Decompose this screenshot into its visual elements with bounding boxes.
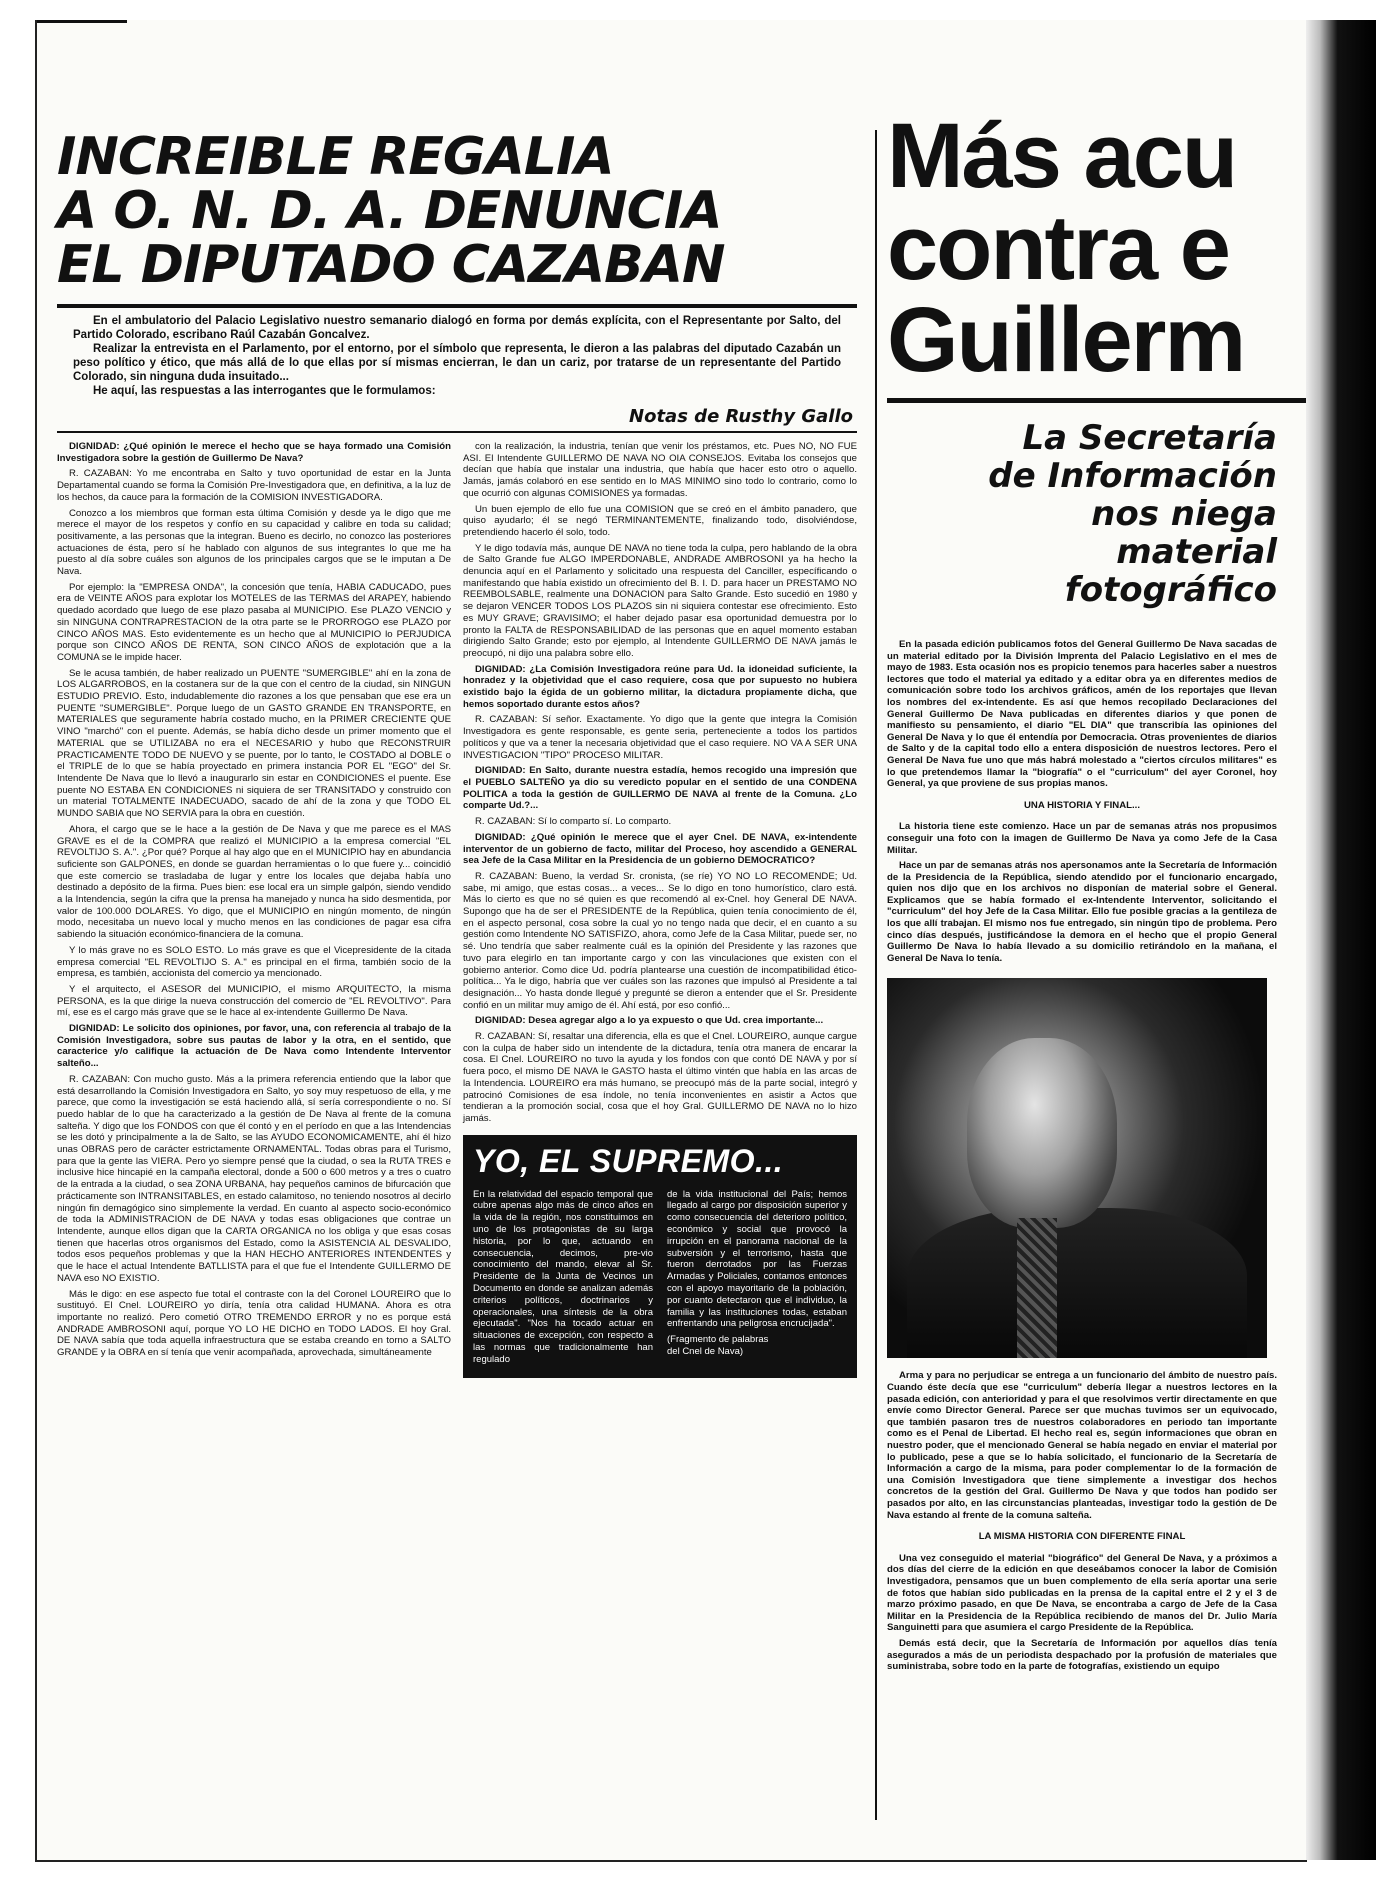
big-title-line: Más acu	[887, 110, 1237, 207]
subhead-line: material	[1116, 532, 1277, 572]
right-text-lower	[887, 1370, 1307, 1672]
headline-line: A O. N. D. A. DENUNCIA	[57, 181, 722, 241]
right-paragraph: Hace un par de semanas atrás nos apersonamos ante la Secretaría de Información de la Presidencia de la República, siendo atendido por el funcionario encargado, quien nos dijo que en los archivos no disponían de material sobre el General. Explicamos que se había formado el ex-Intendente Interventor, solicitando el "curriculum" del hoy Jefe de la Casa Militar. Ello fue posible gracias a la gentileza de los que allí trabajan. El mismo nos fue entregado, sin ningún tipo de problema. Pero cinco días después, justificándose la demora en el hecho que el propio General Guillermo De Nava lo había llevado a su domicilio retirándolo en la mañana, el General De Nava lo tenía.	[887, 860, 1277, 964]
interview-answer: R. CAZABAN: Sí señor. Exactamente. Yo digo que la gente que integra la Comisión Investigadora es gente responsable, es gente seria, perteneciente a todos los partidos políticos y que va a tener la necesaria objetividad que el caso requiere. NO VA A SER UNA INVESTIGACION "TIPO" PROCESO MILITAR.	[463, 714, 857, 761]
article-column-1	[57, 441, 451, 1378]
general-photo	[887, 978, 1267, 1358]
intro-paragraph: He aquí, las respuestas a las interrogantes que le formulamos:	[93, 385, 436, 397]
interview-answer: Un buen ejemplo de ello fue una COMISION que se creó en el ámbito panadero, que quiso ayudarlo; él se negó TERMINANTEMENTE, finalizando todo, disolviéndose, pretendiendo hacerlo él solo, todo.	[463, 503, 857, 538]
right-article	[887, 110, 1307, 1677]
divider	[887, 398, 1307, 403]
section-heading: UNA HISTORIA Y FINAL...	[1023, 799, 1141, 811]
scan-edge	[1306, 20, 1376, 1860]
interview-answer: Y le digo todavía más, aunque DE NAVA no tiene toda la culpa, pero hablando de la obra de Salto Grande fue ALGO IMPERDONABLE, ANDRADE AMBROSONI ya ha hecho la denuncia aquí en el Parlamento y solicitado una respuesta del Canciller, específicando o manifestando que había existido un ofrecimiento del B. I. D. para hacer un PRESTAMO NO REEMBOLSABLE, realmente una DONACION para Salto Grande. Esto sucedió en 1980 y se dejaron VENCER TODOS LOS PLAZOS sin ni siquiera contestar ese ofrecimiento. Esto es MUY GRAVE; GRAVISIMO; el haber dejado pasar esa oportunidad demuestra por lo pronto la FALTA de RESPONSABILIDAD de las personas que en aquel momento estaban dirigiendo Salto Grande; esto por ejemplo, al Intendente GUILLERMO DE NAVA jamás le preocupó, ni dijo una palabra sobre ello.	[463, 542, 857, 659]
interview-question: DIGNIDAD: ¿Qué opinión le merece el hecho que se haya formado una Comisión Investigadora sobre la gestión de Guillermo De Nava?	[57, 441, 451, 464]
headline	[57, 127, 857, 295]
article-column-2	[463, 441, 857, 1378]
interview-answer: Y lo más grave no es SOLO ESTO. Lo más grave es que el Vicepresidente de la citada empresa comercial "EL REVOLTIJO S. A." es principal en el firma, también socio de la empresa, es también, accionista del comercio ya mencionado.	[57, 944, 451, 980]
box-signature	[667, 1334, 847, 1358]
column-rule	[875, 130, 877, 1820]
box-title: YO, EL SUPREMO...	[473, 1142, 784, 1179]
signature-line: del Cnel de Nava)	[667, 1346, 744, 1358]
box-column-b	[667, 1189, 847, 1366]
divider	[57, 431, 857, 433]
interview-question: DIGNIDAD: Le solicito dos opiniones, por favor, una, con referencia al trabajo de la Comisión Investigadora, sobre sus pautas de labor y la otra, en el sentido, que caracterice y/o califique la actuación de De Nava como Intendente Interventor salteño...	[57, 1023, 451, 1070]
supremo-box	[463, 1135, 857, 1378]
subhead	[887, 419, 1277, 609]
photo-body	[907, 1208, 1247, 1358]
right-paragraph: Una vez conseguido el material "biográfico" del General De Nava, y a próximos a dos días del cierre de la edición en que deseábamos conocer la labor de Comisión Investigadora, pensamos que un buen complemento de ella sería aportar una serie de fotos que habían sido publicadas en la prensa de la capital entre el 2 y el 3 de marzo próximo pasado, en que De Nava, se encontraba a cargo de Jefe de la Casa Militar en la Presidencia de la República recibiendo de manos del Dr. Julio María Sanguinetti para que asumiera el cargo Presidente de la República.	[887, 1552, 1277, 1634]
interview-answer: Se le acusa también, de haber realizado un PUENTE "SUMERGIBLE" ahí en la zona de LOS ALGARROBOS, en la costanera sur de la que con el centro de la ciudad, sin NINGUN ESTUDIO PREVIO. Esto, indudablemente dio razones a los que pensaban que ese era un PUENTE "SUMERGIBLE". Porque luego de un GASTO GRANDE EN TRANSPORTE, en MATERIALES que seguramente habría costado mucho, en la PRIMER CRECIENTE QUE VINO "marchó" con el puente. Además, se había dicho desde un primer momento que el MATERIAL que se UTILIZABA no era el NECESARIO y hubo que RECONSTRUIR PRACTICAMENTE TODO DE NUEVO y se puente, por lo tanto, le COSTADO al DOBLE o el TRIPLE de lo que se había proyectado en primera instancia POR EL "EGO" del Sr. Intendente De Nava que lo llevó a inaugurarlo sin estar en CONDICIONES el puente. Ese puente NO ESTABA EN CONDICIONES ni siquiera de ser TRANSITADO y construido con un material TOTALMENTE INADECUADO, sacado de ahí de la zona y que TODO EL MUNDO SABIA que NO SERVIA para la obra en cuestión.	[57, 667, 451, 820]
right-paragraph: En la pasada edición publicamos fotos del General Guillermo De Nava sacadas de un material editado por la División Imprenta del Palacio Legislativo en el mes de mayo de 1983. Esta ocasión nos es propicio tenemos para hacerles saber a nuestros lectores que todo el material ya editado y a editar obra ya en diferentes medios de comunicación sobre todo los archivos gráficos, amén de los reportajes que llevan los nombres del ex-intendente. Es así que hemos recopilado Declaraciones del General Guillermo De Nava publicadas en diferentes diarios y que ponen de manifiesto su pensamiento, el diario "EL DIA" que transcribía las opiniones del General De Nava y lo que él entendía por Democracia. Otras provenientes de diarios de Salto y de la capital todo ello a entera disposición de nuestros lectores. Pero el General De Nava fue uno que más habrá molestado a "ciertos círculos militares" es lo que pretendemos llamar la "biografía" o el "curriculum" del ayer Coronel, hoy General, ya que proviene de sus propias manos.	[887, 639, 1277, 790]
signature-line: (Fragmento de palabras	[667, 1334, 769, 1346]
interview-question: DIGNIDAD: ¿La Comisión Investigadora reúne para Ud. la idoneidad suficiente, la honradez y la objetividad que el caso requiere, cosa que por supuesto no hubiera existido bajo la égida de un gobierno militar, la dictadura propiamente dicha, que hemos soportado durante estos años?	[463, 663, 857, 710]
interview-question: DIGNIDAD: Desea agregar algo a lo ya expuesto o que Ud. crea importante...	[475, 1015, 824, 1027]
box-columns	[473, 1189, 847, 1366]
section-heading: LA MISMA HISTORIA CON DIFERENTE FINAL	[978, 1531, 1186, 1543]
column-2-text	[463, 441, 857, 1125]
intro-text	[57, 314, 857, 398]
right-paragraph: Arma y para no perjudicar se entrega a un funcionario del ámbito de nuestro país. Cuando éste decía que ese "curriculum" debería llegar a nuestros lectores en la pasada edición, con anterioridad y para el que resolvimos vertir directamente en que envíe como Director General. Parece ser que muchas tuvimos ser un equivocado, que también pasaron tres de nuestros colaboradores en periodo tan importante como es el Penal de Libertad. El hecho real es, según informaciones que obran en nuestro poder, que el mencionado General se había negado en enviar el material por lo publicado, pese a que se lo había solicitado, el funcionario de la Secretaría de Información a cargo de la misma, para poder complementar lo de la formación de una Comisión Investigadora que tiene simplemente a investigar dos hechos concretos de la gestión del Gral. Guillermo De Nava y que todos han podido ser pasados por alto, en las circunstancias planteadas, investigar todo la gestión de De Nava estando al frente de la comuna salteña.	[887, 1370, 1277, 1521]
newspaper-page	[35, 20, 1307, 1862]
left-article	[57, 127, 857, 1378]
interview-answer: R. CAZABAN: Sí lo comparto sí. Lo comparto.	[475, 816, 672, 828]
interview-answer: R. CAZABAN: Sí, resaltar una diferencia, ella es que el Cnel. LOUREIRO, aunque cargue con la culpa de haber sido un intendente de la dictadura, tenía otra manera de encarar la cosa. El Cnel. LOUREIRO no tuvo la ayuda y los fondos con que contó DE NAVA y por sí fuera poco, el mismo DE NAVA le GASTO hasta el último vintén que había en las arcas de la Intendencia. LOUREIRO era más humano, se preocupó más de la parte social, integró y patrocinó Comisiones de esa índole, no tenía inconvenientes en asistir a Actos que tendieran a la promoción social, cosa que el hoy Gral. GUILLERMO DE NAVA no lo hizo jamás.	[463, 1031, 857, 1124]
headline-line: INCREIBLE REGALIA	[57, 127, 614, 187]
interview-answer: Más le digo: en ese aspecto fue total el contraste con la del Coronel LOUREIRO que lo sustituyó. El Cnel. LOUREIRO yo diría, tenía otra calidad HUMANA. Ahora es otra importante no realizó. Pero cometió OTRO TREMENDO ERROR y no es porque está ANDRADE AMBROSONI aquí, porque YO LO HE DICHO en TODO LADOS. El hoy Gral. DE NAVA sabía que toda aquella infraestructura que se estaba creando en torno a SALTO GRANDE y la OBRA en sí tenía que venir acompañada, aprovechada, simultáneamente	[57, 1288, 451, 1359]
right-paragraph: La historia tiene este comienzo. Hace un par de semanas atrás nos propusimos conseguir una foto con la imagen de Guillermo De Nava ya como Jefe de la Casa Militar.	[887, 821, 1277, 856]
box-column-a: En la relatividad del espacio temporal que cubre apenas algo más de cinco años en la vida de la región, nos constituimos en uno de los protagonistas de su larga historia, por lo que, actuando en consecuencia, decimos, pre-vio conocimiento del mando, elevar al Sr. Presidente de la Junta de Vecinos un Documento en donde se analizan además criterios políticos, doctrinarios y operacionales, una síntesis de la obra ejecutada". "Nos ha tocado actuar en situaciones de excepción, con respecto a las normas que tradicionalmente han regulado	[473, 1188, 653, 1365]
subhead-line: nos niega	[1091, 494, 1277, 534]
byline: Notas de Rusthy Gallo	[629, 406, 853, 427]
intro-paragraph: Realizar la entrevista en el Parlamento, por el entorno, por el símbolo que representa, le dieron a las palabras del diputado Cazabán un peso político y ético, que más allá de lo que ellas por sí mismas encierran, le dan un cariz, por tratarse de un representante del Partido Colorado, sin ninguna duda insuitado...	[73, 343, 841, 383]
article-columns	[57, 441, 857, 1378]
interview-answer: Ahora, el cargo que se le hace a la gestión de De Nava y que me parece es el MAS GRAVE es el de la COMPRA que realizó el MUNICIPIO a la empresa comercial "EL REVOLTIJO S. A.". ¿Por qué? Porque al hay algo que en el MUNICIPIO hay en abundancia suficiente son GALPONES, en donde se guardan herramientas o lo que fuere y... coincidió que este comercio se trasladaba de lugar y entre los locales que dejaba había uno destinado a depósito de la firma. Pues bien: ese local era un simple galpón, siendo vendido a la Intendencia, según la cifra que la prensa ha manejado y nunca ha sido desmentida, por valor de 100.000 DOLARES. Yo digo, que el MUNICIPIO en ningún momento, de ningún modo, necesitaba un nuevo local y mucho menos en las condiciones de pagar esa cifra sabiendo la situación económico-financiera de la comuna.	[57, 823, 451, 941]
box-column-b-text: de la vida institucional del País; hemos llegado al cargo por disposición superior y como consecuencia del deterioro político, económico y social que provocó la irrupción en el panorama nacional de la subversión y el terrorismo, hasta que fueron derrotados por las Fuerzas Armadas y Policiales, contamos entonces con el apoyo mayoritario de la población, por cuanto detectaron que el individuo, la familia y las instituciones todas, estaban enfrentando una peligrosa encrucijada".	[667, 1188, 847, 1330]
interview-answer: R. CAZABAN: Con mucho gusto. Más a la primera referencia entiendo que la labor que está desarrollando la Comisión Investigadora en Salto, yo soy muy respetuoso de ella, y me parece, que como la investigación se está haciendo allá, sí sería correspondiente o no. Sí puedo hablar de lo que ha caracterizado a la gestión de De Nava al frente de la comuna salteña. Y digo que los FONDOS con que él contó y en el período en que a las Intendencias se les dotó y principalmente a la de Salto, se las AYUDO ECONOMICAMENTE, ahí él hizo unas OBRAS pero de carácter estrictamente ORNAMENTAL. Todas obras para el Turismo, para que la gente las VIERA. Pero yo siempre pensé que la ciudad, o sea la RUTA TRES e inclusive hice hincapié en la campaña electoral, donde a 500 o 600 metros y a tres o cuatro de la entrada a la ciudad, o sea ZONA URBANA, hay pequeños caminos de bifurcación que prácticamente son INTRANSITABLES, en estado calamitoso, no teniendo nosotros al decirlo ningún fin demagógico sino simplemente la verdad. En cuanto al aspecto socio-económico de toda la ADMINISTRACION de DE NAVA y todas esas obligaciones que contrae un Intendente, aunque ellos digan que la CARTA ORGANICA no los obliga y que esas cosas tienen que hacerlas otros organismos del Estado, como la ASISTENCIA AL DESVALIDO, todos esos pequeños problemas y que la HAN HECHO ANTERIORES INTENDENTES y que le hace el actual Intendente BATLLISTA para el que fue el Intendente GUILLERMO DE NAVA eso NO EXISTIO.	[57, 1073, 451, 1284]
interview-question: DIGNIDAD: En Salto, durante nuestra estadía, hemos recogido una impresión que el PUEBLO SALTEÑO ya dio su veredicto popular en el sentido de una CONDENA POLITICA a toda la gestión de GUILLERMO DE NAVA al frente de la Comuna. ¿Lo comparte Ud.?...	[463, 765, 857, 812]
interview-question: DIGNIDAD: ¿Qué opinión le merece que el ayer Cnel. DE NAVA, ex-intendente interventor de un gobierno de facto, militar del Proceso, hoy ascendido a GENERAL sea Jefe de la Casa Militar en la Presidencia de un gobierno DEMOCRATICO?	[463, 831, 857, 867]
subhead-line: fotográfico	[1064, 570, 1277, 610]
divider	[57, 304, 857, 308]
interview-answer: con la realización, la industria, tenían que venir los préstamos, etc. Pues NO, NO FUE ASI. El Intendente GUILLERMO DE NAVA NO OIA CONSEJOS. Evitaba los consejos que decían que había que instalar una industria, que había que hacer esto otro o aquello. Jamás, jamás colaboró en ese sentido en lo MAS MINIMO sino todo lo contrario, como lo que ocurrió con algunas COMISIONES ya formadas.	[463, 441, 857, 499]
big-title-line: contra e	[887, 197, 1229, 299]
headline-line: EL DIPUTADO CAZABAN	[57, 235, 725, 295]
right-text	[887, 639, 1307, 964]
top-rule	[37, 20, 127, 23]
interview-answer: Conozco a los miembros que forman esta última Comisión y desde ya le digo que me merece el mayor de los respetos y confío en su capacidad y calibre en toda su calidad; positivamente, a las personas que la integran. Bueno es decirlo, no conozco las posteriores actuaciones de ésta, pero sí he hablado con algunos de sus integrantes lo que me ha puesto al día sobre cuáles son algunos de los principales cargos que se le imputan a De Nava.	[57, 507, 451, 578]
intro-paragraph: En el ambulatorio del Palacio Legislativo nuestro semanario dialogó en forma por demás explícita, con el Representante por Salto, del Partido Colorado, escribano Raúl Cazabán Goncalvez.	[73, 315, 841, 341]
interview-answer: Por ejemplo: la "EMPRESA ONDA", la concesión que tenía, HABIA CADUCADO, pues era de VEINTE AÑOS para explotar los MOTELES de las TERMAS del ARAPEY, habiendo quedado acordado que luego de ese plazo pasaba al MUNICIPIO. Ese PLAZO VENCIO y sin NINGUNA CONTRAPRESTACION de la otra parte se le PRORROGO ese PLAZO por CINCO AÑOS MAS. Esto evidentemente es un hecho que al MUNICIPIO lo PERJUDICA porque son CINCO AÑOS DE RENTA, SON CINCO AÑOS de explotación que a la COMUNA se le impide hacer.	[57, 581, 451, 663]
interview-answer: R. CAZABAN: Bueno, la verdad Sr. cronista, (se ríe) YO NO LO RECOMENDE; Ud. sabe, mi amigo, que estas cosas... a veces... Se lo digo en tono humorístico, claro está. Más lo cierto es que no sé quien es que recomendó al ex-Cnel. hoy General DE NAVA. Supongo que ha de ser el PRESIDENTE de la República, quien tenía conocimiento de él, en el aspecto personal, cosa sobre la cual yo no tengo nada que decir, el en cuanto a su gestión como Intendente NO SATISFIZO, ahora, como Jefe de la Casa Militar, puede ser, no sé. Uno tendría que saber realmente cuál es la opinión del Presidente y las razones que tuvo para elegirlo en tan importante cargo y con las vinculaciones que existen con el gobierno anterior. Como dice Ud. podría plantearse una cuestión de incompatibilidad ético-política... Ya le digo, habría que ver cuáles son las razones que impulsó al Presidente a tal designación... Yo hasta donde llegué y pregunté se dieron a entender que el Sr. Presidente confió en un militar muy amigo de él. Ahí está, por eso confió...	[463, 870, 857, 1011]
big-title-line: Guillerm	[887, 289, 1245, 391]
interview-answer: R. CAZABAN: Yo me encontraba en Salto y tuvo oportunidad de estar en la Junta Departamental cuando se forma la Comisión Pre-Investigadora que, en definitiva, a la luz de los hechos, da cauce para la formación de la COMISION INVESTIGADORA.	[57, 468, 451, 503]
big-title	[887, 110, 1307, 391]
photo-tie	[1017, 1218, 1057, 1358]
right-paragraph: Demás está decir, que la Secretaría de Información por aquellos días tenía asegurados a más de un periodista despachado por la profusión de materiales que suministraba, sobre todo en la parte de fotografías, existiendo un equipo	[887, 1637, 1277, 1673]
photo-face	[967, 1038, 1117, 1228]
interview-answer: Y el arquitecto, el ASESOR del MUNICIPIO, el mismo ARQUITECTO, la misma PERSONA, es la que dirige la nueva construcción del comercio de "EL REVOLTIVO". Para mí, ese es el cargo más grave que se le hace al ex-intendente Guillermo De Nava.	[57, 983, 451, 1019]
subhead-line: de Información	[988, 456, 1277, 496]
subhead-line: La Secretaría	[1022, 418, 1277, 458]
